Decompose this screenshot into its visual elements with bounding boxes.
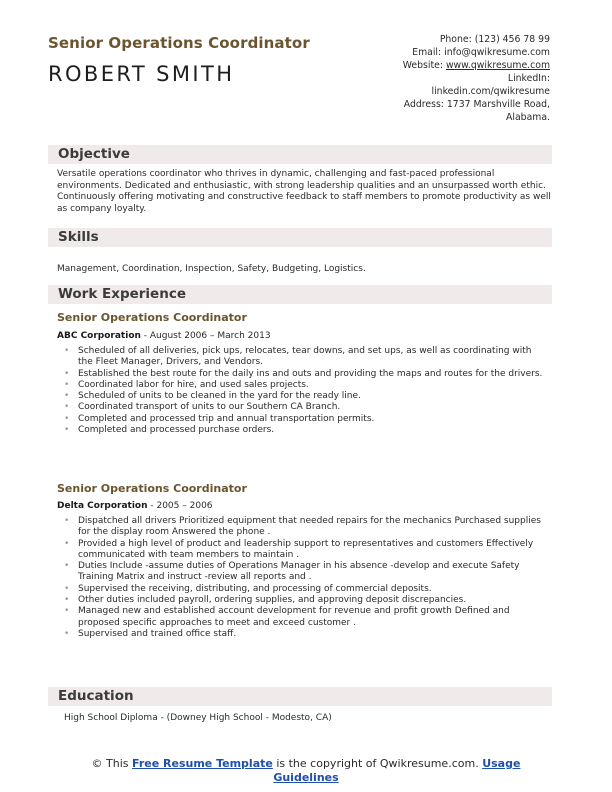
contact-address [320,98,550,111]
list-item: • Managed new and established account development for revenue and profit growth Defined and proposed specific approaches to meet and exceed customer . [57,606,547,629]
address-line1: 1737 Marshville Road, [446,99,550,110]
job-dates: - August 2006 – March 2013 [140,331,271,341]
job-company: Delta Corporation [57,501,148,511]
copyright-footer [60,757,552,785]
contact-linkedin-value: linkedin.com/qwikresume [431,86,550,97]
skills-text: Management, Coordination, Inspection, Safety, Budgeting, Logistics. [57,264,366,274]
contact-address-line2: Alabama. [506,112,550,123]
job-bullets [57,516,547,640]
list-item: • Supervised the receiving, distributing, and processing of commercial deposits. [57,584,547,595]
work-experience-section-header [48,285,552,304]
footer-prefix: © This [91,757,133,770]
contact-phone [320,33,550,46]
job-title: Senior Operations Coordinator [57,311,247,324]
list-item: • Completed and processed purchase orders. [57,425,547,436]
address-label: Address: [403,99,444,110]
skills-heading: Skills [58,229,99,245]
education-text: High School Diploma - (Downey High School - Modesto, CA) [64,713,332,723]
phone-label: Phone: [439,34,472,45]
contact-website [320,59,550,72]
free-resume-template-link[interactable]: Free Resume Template [132,757,273,770]
job-title: Senior Operations Coordinator [57,482,247,495]
contact-email [320,46,550,59]
website-label: Website: [402,60,443,71]
list-item: • Dispatched all drivers Prioritized equipment that needed repairs for the mechanics Purchased supplies for the display room Answered the phone . [57,516,547,539]
list-item: • Coordinated labor for hire, and used sales projects. [57,380,547,391]
email-value: info@qwikresume.com [444,47,550,58]
list-item: • Supervised and trained office staff. [57,629,547,640]
work-experience-heading: Work Experience [58,286,186,302]
list-item: • Other duties included payroll, ordering supplies, and approving deposit discrepancies. [57,595,547,606]
website-link[interactable]: www.qwikresume.com [445,60,550,71]
candidate-name: ROBERT SMITH [48,62,235,86]
skills-section-header [48,228,552,247]
list-item: • Duties Include -assume duties of Operations Manager in his absence -develop and execute Safety Training Matrix and instruct -review all reports and . [57,561,547,584]
list-item: • Provided a high level of product and leadership support to representatives and customers Effectively communicated with team members to maintain . [57,539,547,562]
footer-middle: is the copyright of Qwikresume.com. [272,757,483,770]
job-company-line [57,501,213,511]
list-item: • Scheduled of all deliveries, pick ups, relocates, tear downs, and set ups, as well as coordinating with the Fleet Manager, Drivers, and Vendors. [57,346,547,369]
email-label: Email: [412,47,442,58]
phone-value: (123) 456 78 99 [474,34,550,45]
list-item: • Established the best route for the daily ins and outs and providing the maps and routes for the drivers. [57,369,547,380]
header-job-title: Senior Operations Coordinator [48,34,310,52]
education-heading: Education [58,688,134,704]
contact-linkedin-label: LinkedIn: [507,73,550,84]
education-section-header [48,687,552,706]
contact-block [320,33,550,124]
list-item: • Coordinated transport of units to our Southern CA Branch. [57,402,547,413]
objective-heading: Objective [58,146,130,162]
job-bullets [57,346,547,436]
list-item: • Scheduled of units to be cleaned in the yard for the ready line. [57,391,547,402]
job-dates: - 2005 – 2006 [147,501,213,511]
list-item: • Completed and processed trip and annual transportation permits. [57,414,547,425]
usage-guidelines-link[interactable]: Usage Guidelines [273,757,521,784]
job-company-line [57,331,271,341]
objective-text: Versatile operations coordinator who thrives in dynamic, challenging and fast-paced professional environments. Dedicated and enthusiastic, with strong leadership qualities and an unsurpassed worth ethic. Continuously offering motivating and constructive feedback to staff members to promote productivity as well as company loyalty. [57,169,551,214]
objective-section-header [48,145,552,164]
job-company: ABC Corporation [57,331,141,341]
